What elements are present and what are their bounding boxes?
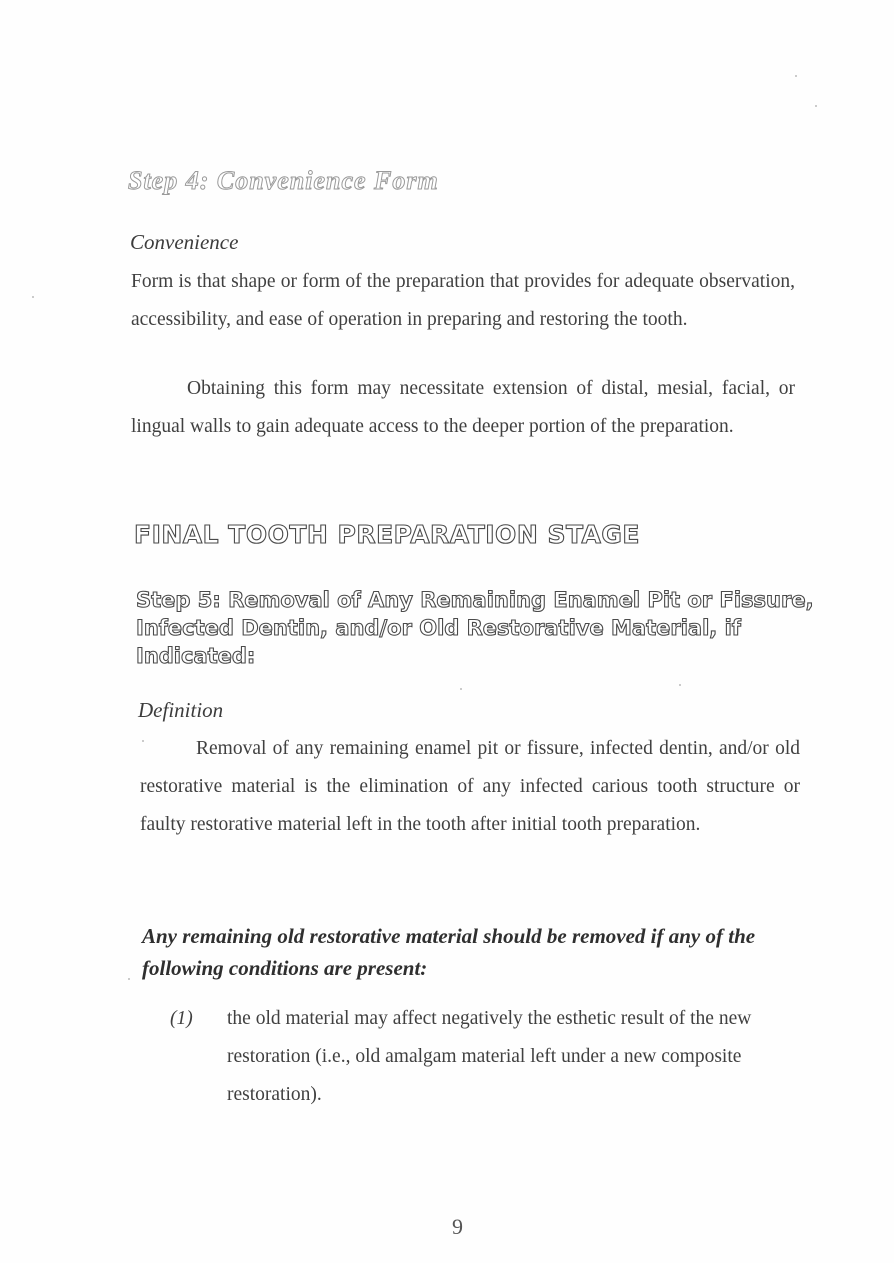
definition-paragraph: Removal of any remaining enamel pit or fissure, infected dentin, and/or old restorative material is the elimination of any infected carious tooth structure or faulty restorative material left in the tooth after initial tooth preparation. xyxy=(140,738,800,835)
step5-heading: Step 5: Removal of Any Remaining Enamel Pit or Fissure, Infected Dentin, and/or Old Restorative Material, if Indicated: xyxy=(136,588,814,668)
step4-heading: Step 4: Convenience Form xyxy=(128,166,439,195)
convenience-paragraph-1: Form is that shape or form of the preparation that provides for adequate observation, accessibility, and ease of operation in preparing and restoring the tooth. xyxy=(131,271,795,330)
scan-speck xyxy=(460,688,462,690)
convenience-paragraph-2: Obtaining this form may necessitate extension of distal, mesial, facial, or lingual walls to gain adequate access to the deeper portion of the preparation. xyxy=(131,378,795,437)
scan-speck xyxy=(679,684,681,686)
convenience-heading: Convenience xyxy=(130,230,239,254)
scan-speck xyxy=(128,978,130,980)
list-item-number: (1) xyxy=(170,1008,193,1029)
scan-speck xyxy=(795,75,797,77)
final-stage-heading: FINAL TOOTH PREPARATION STAGE xyxy=(134,520,641,549)
scan-speck xyxy=(142,740,144,742)
definition-heading: Definition xyxy=(138,698,224,722)
scan-speck xyxy=(32,296,34,298)
conditions-heading: Any remaining old restorative material should be removed if any of the following conditions are present: xyxy=(142,924,756,980)
scan-speck xyxy=(815,105,817,107)
page-number: 9 xyxy=(452,1214,463,1239)
list-item-text: the old material may affect negatively the esthetic result of the new restoration (i.e., old amalgam material left under a new composite restoration). xyxy=(227,1008,752,1105)
